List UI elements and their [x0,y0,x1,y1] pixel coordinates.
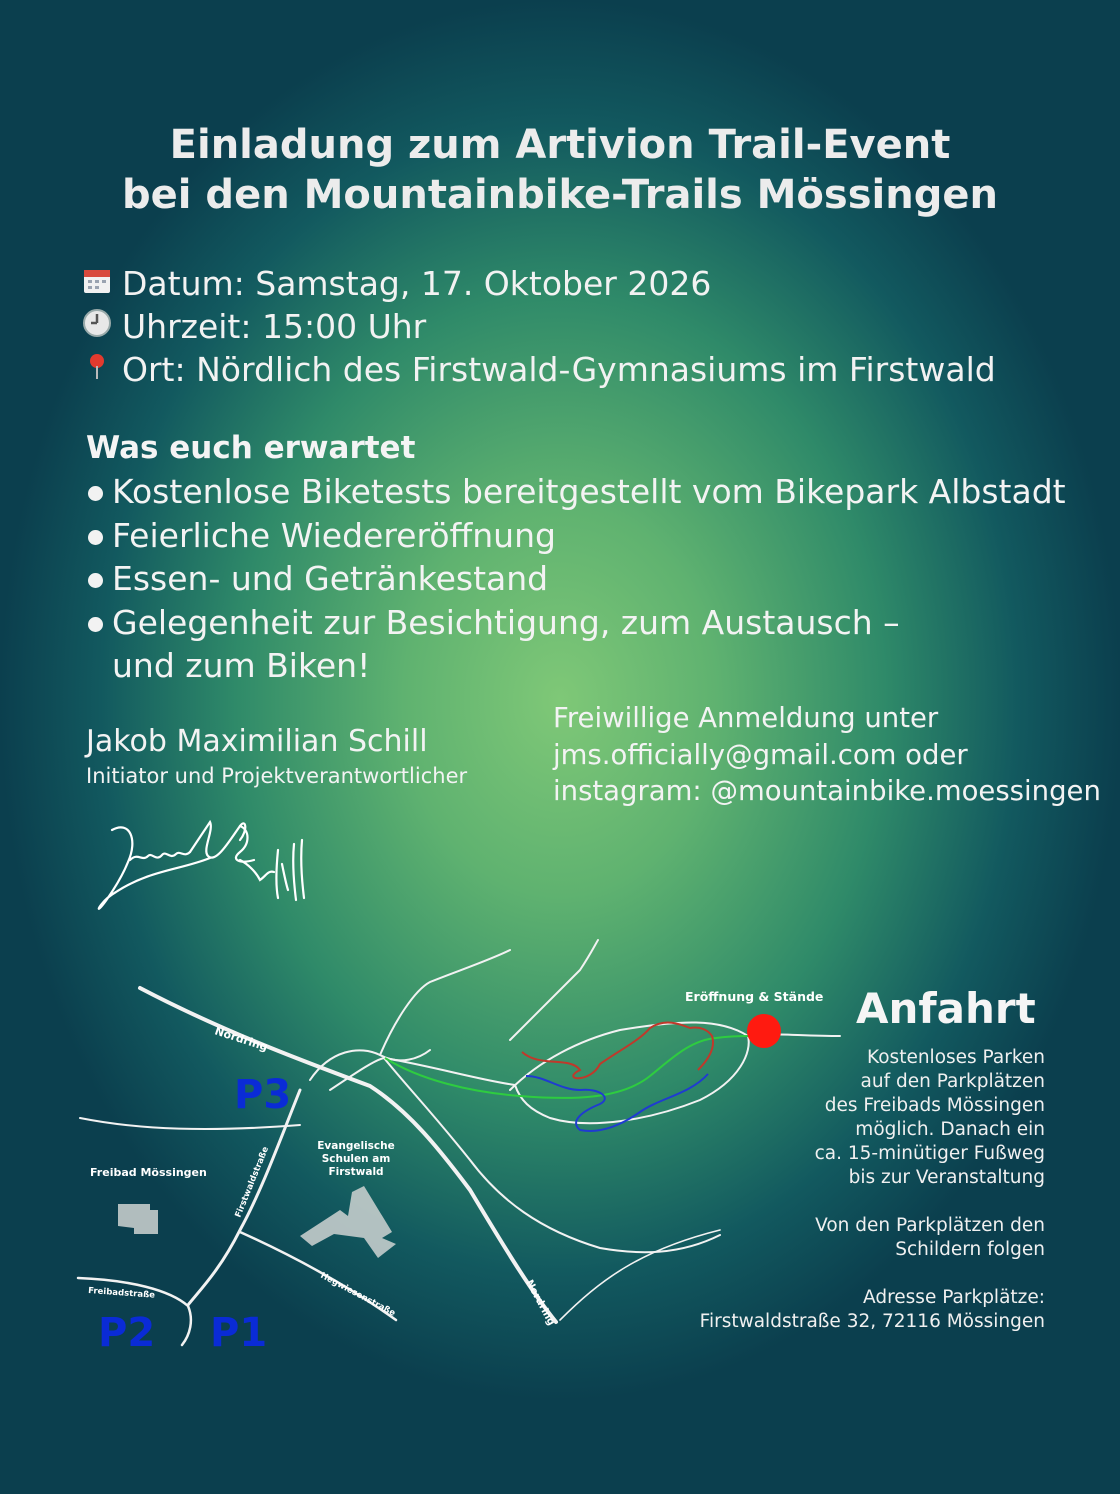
event-title-line2: bei den Mountainbike-Trails Mössingen [122,172,998,218]
registration-instagram[interactable]: instagram: @mountainbike.moessingen [553,775,1101,807]
list-item: Gelegenheit zur Besichtigung, zum Austausch – und zum Biken! [86,601,932,688]
time-text: Uhrzeit: 15:00 Uhr [122,307,427,346]
map-label-school: Evangelische [317,1140,395,1152]
directions-line: Adresse Parkplätze: [863,1287,1045,1308]
list-item: Kostenlose Biketests bereitgestellt vom Bikepark Albstadt [86,470,1106,514]
expect-heading: Was euch erwartet [86,430,416,466]
date-text: Datum: Samstag, 17. Oktober 2026 [122,264,712,303]
registration-email[interactable]: jms.officially@gmail.com oder [553,738,968,771]
signature [90,800,320,920]
directions-line: möglich. Danach ein [855,1119,1045,1140]
clock-icon [80,307,114,351]
location-text: Ort: Nördlich des Firstwald-Gymnasiums im Firstwald [122,350,996,389]
organizer-role: Initiator und Projektverantwortlicher [86,764,468,788]
expect-list [86,470,1106,688]
parking-p2-label: P2 [98,1310,156,1356]
location-line [80,348,996,394]
calendar-icon [80,264,114,308]
directions-signs-info [815,1214,1045,1262]
directions-line: Von den Parkplätzen den [815,1215,1045,1236]
event-title [0,120,1120,220]
map-label-school: Firstwald [328,1166,384,1178]
time-line [80,305,426,351]
event-title-line1: Einladung zum Artivion Trail-Event [169,122,951,168]
map-label-nordring: Nordring [213,1024,270,1054]
directions-line: Kostenloses Parken [867,1047,1045,1068]
organizer-name: Jakob Maximilian Schill [86,724,428,759]
date-line [80,262,711,308]
registration-info [553,700,1101,810]
map-label-school: Schulen am [321,1153,391,1165]
registration-line1: Freiwillige Anmeldung unter [553,702,939,734]
directions-line: auf den Parkplätzen [860,1071,1045,1092]
list-item: Feierliche Wiedereröffnung [86,514,1106,558]
directions-heading: Anfahrt [856,984,1036,1033]
directions-address [700,1286,1045,1334]
map-label-freibadstrasse: Freibadstraße [87,1286,156,1301]
directions-line: bis zur Veranstaltung [848,1167,1045,1188]
map-label-nordring-south: Nordring [523,1278,557,1328]
directions-line: Schildern folgen [895,1239,1045,1260]
event-location-marker [747,1014,781,1048]
parking-p3-label: P3 [234,1072,292,1118]
directions-line: ca. 15-minütiger Fußweg [814,1143,1045,1164]
map-label-opening: Eröffnung & Stände [685,989,824,1004]
map-label-hegwiesenstrasse: Hegwiesenstraße [318,1270,397,1319]
parking-p1-label: P1 [210,1310,268,1356]
pin-icon [80,350,114,394]
directions-line: Firstwaldstraße 32, 72116 Mössingen [699,1311,1045,1332]
map-label-firstwaldstrasse: Firstwaldstraße [233,1145,272,1220]
directions-line: des Freibads Mössingen [824,1095,1045,1116]
directions-parking-info [815,1046,1045,1190]
map-label-freibad: Freibad Mössingen [90,1166,207,1179]
list-item: Essen- und Getränkestand [86,557,1106,601]
